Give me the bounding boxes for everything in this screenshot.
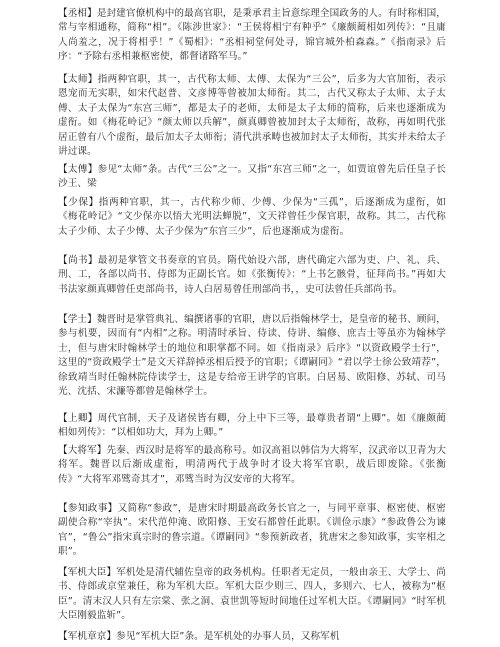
- entry-definition: 先秦、西汉时是将军的最高称号。如汉高祖以韩信为大将军，汉武帝以卫青为大将军。魏晋以后渐成虚衔，明清两代于战争时才设大将军官职，战后即废除。《张衡传》“大将军邓骘奇其才”，邓骘当时为汉安帝的大将军。: [58, 445, 447, 485]
- entry-xueshi: [58, 313, 446, 399]
- entry-definition: 参见“军机大臣”条。是军机处的办事人员，又称军机: [116, 631, 340, 642]
- entry-taifu: [58, 163, 446, 192]
- entry-definition: 魏晋时是掌管典礼、编撰诸事的官职，唐以后指翰林学士，是皇帝的秘书、顾问，参与机要，因而有“内相”之称。明清时承旨、侍读、侍讲、编修、庶吉士等虽亦为翰林学士，但与唐宋时翰林学士的地位和职掌都不同。如《指南录》后序》“以资政殿学士行”，这里的“资政殿学士”是文天祥辞掉丞相后授予的官职；《谭嗣同》“君以学士徐公致靖荐”，徐致靖当时任翰林院侍读学士，这是专给帝王讲学的官职。白居易、欧阳修、苏轼、司马光、沈括、宋濂等都曾是翰林学士。: [58, 314, 446, 398]
- entry-definition: 周代官制，天子及诸侯皆有卿，分上中下三等，最尊贵者谓“上卿”。如《廉颇蔺相如列传》：“以相如功大，拜为上卿。”: [58, 413, 446, 439]
- entry-term: 【太傅】: [58, 164, 98, 175]
- entry-shangshu: [58, 254, 446, 297]
- entry-term: 【少保】: [58, 197, 99, 208]
- entry-term: 【参知政事】: [58, 503, 118, 514]
- entry-term: 【军机大臣】: [58, 567, 117, 578]
- entry-definition: 是封建官僚机构中的最高官职，是秉承君主旨意综理全国政务的人。有时称相国，常与宰相通称，简称“相”。《陈涉世家》：“王侯将相宁有种乎”《廉颇蔺相如列传》：“且庸人尚羞之，况于将相乎！”《蜀相》：“丞相祠堂何处寻，锦官城外柏森森。”《指南录》后序：“予除右丞相兼枢密使，都督诸路军马。”: [58, 8, 446, 63]
- entry-shaobao: [58, 196, 446, 239]
- entry-junjizhangjing: [58, 630, 446, 644]
- entry-dajiangjun: [58, 444, 446, 487]
- entry-definition: 指两种官职，其一，古代称少师、少傅、少保为“三孤”，后逐渐成为虚衔，如《梅花岭记》“文少保亦以悟大光明法蝉脱”，文天祥曾任少保官职，故称。其二，古代称太子少师、太子少傅、太子少保为“东宫三少”，后也逐渐成为虚衔。: [58, 197, 446, 237]
- entry-term: 【尚书】: [58, 255, 98, 266]
- entry-term: 【军机章京】: [58, 631, 117, 642]
- entry-definition: 指两种官职，其一，古代称太师、太傅、太保为“三公”，后多为大官加衔，表示恩宠而无实职，如宋代赵普、文彦博等曾被加太师衔。其二，古代又称太子太师、太子太傅、太子太保为“东宫三师”，都是太子的老师，太师是太子太师的简称，后来也逐渐成为虚衔。如《梅花岭记》“颜太师以兵解”，颜真卿曾被加封太子太师衔，故称，再如明代张居正曾有八个虚衔，最后加太子太师衔；清代洪承畴也被加封太子太师衔，其实并未给太子讲过课。: [58, 74, 446, 158]
- entry-term: 【学士】: [58, 314, 97, 325]
- entry-term: 【丞相】: [58, 8, 97, 19]
- entry-term: 【上卿】: [58, 413, 98, 424]
- entry-junjidachen: [58, 566, 446, 624]
- entry-definition: 最初是掌管文书奏章的官员。隋代始设六部，唐代确定六部为吏、户、礼、兵、刑、工，各部以尚书、侍郎为正副长官。如《张衡传》：“上书乞骸骨，征拜尚书。”再如大书法家颜真卿曾任吏部尚书，诗人白居易曾任刑部尚书，，史可法曾任兵部尚书。: [58, 255, 446, 295]
- entry-term: 【大将军】: [58, 445, 107, 456]
- entry-definition: 军机处是清代辅佐皇帝的政务机构。任职者无定员，一般由亲王、大学士、尚书、侍郎或京堂兼任，称为军机大臣。军机大臣少则三、四人，多则六、七人，被称为“枢臣”。清末汉人只有左宗棠、张之洞、袁世凯等短时间地任过军机大臣。《谭嗣同》“时军机大臣刚毅监斩”。: [58, 567, 446, 622]
- entry-shangqing: [58, 412, 446, 441]
- entry-definition: 又简称“参政”，是唐宋时期最高政务长官之一，与同平章事、枢密使、枢密副使合称“宰执”。宋代范仲淹、欧阳修、王安石都曾任此职。《训俭示康》“参政鲁公为谏官”，“鲁公”指宋真宗时的鲁宗道。《谭嗣同》“参预新政者，犹唐宋之参知政事，实宰相之职”。: [58, 503, 446, 558]
- entry-definition: 参见“太师”条。古代“三公”之一。又指“东宫三师”之一，如贾谊曾先后任皇子长沙王、梁: [58, 164, 447, 190]
- entry-term: 【太师】: [58, 74, 98, 85]
- entry-chengxiang: [58, 7, 446, 65]
- entry-taishi: [58, 73, 446, 159]
- entry-canzhizhengshi: [58, 502, 446, 560]
